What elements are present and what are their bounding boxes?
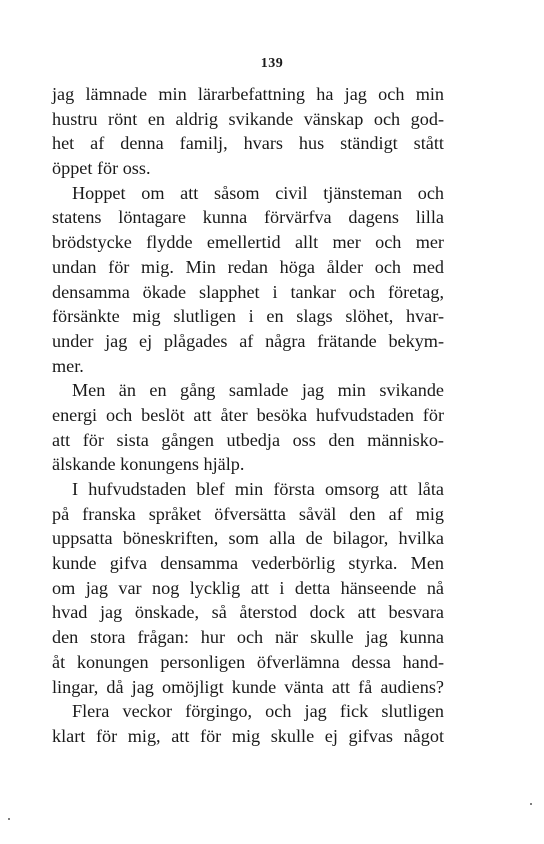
text-line: hustru rönt en aldrig svikande vänskap och god- (52, 108, 444, 129)
page-number: 139 (260, 56, 284, 71)
text-line: uppsatta böneskriften, som alla de bilagor, hvilka (52, 528, 444, 549)
text-line: älskande konungens hjälp. (52, 454, 245, 475)
text-line: het af denna familj, hvars hus ständigt stått (52, 133, 444, 154)
text-line: brödstycke flydde emellertid allt mer och mer (52, 232, 444, 253)
text-line: hvad jag önskade, så återstod dock att besvara (52, 602, 444, 623)
text-line: på franska språket öfversätta såväl den af mig (52, 503, 444, 524)
text-line: mer. (52, 355, 84, 376)
text-line: om jag var nog lycklig att i detta hänseende nå (52, 577, 444, 598)
text-line: undan för mig. Min redan höga ålder och med (52, 256, 444, 277)
text-line: kunde gifva densamma vederbörlig styrka. Men (52, 553, 444, 574)
paragraph-start-line: Hoppet om att såsom civil tjänsteman och (72, 182, 444, 203)
text-line: den stora frågan: hur och när skulle jag kunna (52, 627, 444, 648)
text-line: lingar, då jag omöjligt kunde vänta att få audiens? (52, 676, 444, 697)
text-line: försänkte mig slutligen i en slags slöhet, hvar- (52, 306, 444, 327)
text-line: densamma ökade slapphet i tankar och företag, (52, 281, 444, 302)
text-line: under jag ej plågades af några frätande bekym- (52, 330, 444, 351)
text-line: åt konungen personligen öfverlämna dessa hand- (52, 651, 444, 672)
paragraph-start-line: I hufvudstaden blef min första omsorg att låta (72, 479, 444, 499)
text-line: klart för mig, att för mig skulle ej gifvas något (52, 725, 444, 746)
text-line: energi och beslöt att åter besöka hufvudstaden för (52, 404, 444, 425)
paragraph-start-line: Flera veckor förgingo, och jag fick slutligen (72, 701, 444, 722)
text-line: att för sista gången utbedja oss den människo- (52, 429, 444, 450)
scan-speck (530, 803, 532, 805)
scan-speck (8, 818, 10, 820)
text-line: jag lämnade min lärarbefattning ha jag och min (52, 84, 444, 104)
text-line: statens löntagare kunna förvärfva dagens lilla (52, 207, 444, 228)
paragraph-start-line: Men än en gång samlade jag min svikande (72, 380, 444, 401)
text-line: öppet för oss. (52, 158, 151, 179)
body-text (52, 82, 444, 749)
